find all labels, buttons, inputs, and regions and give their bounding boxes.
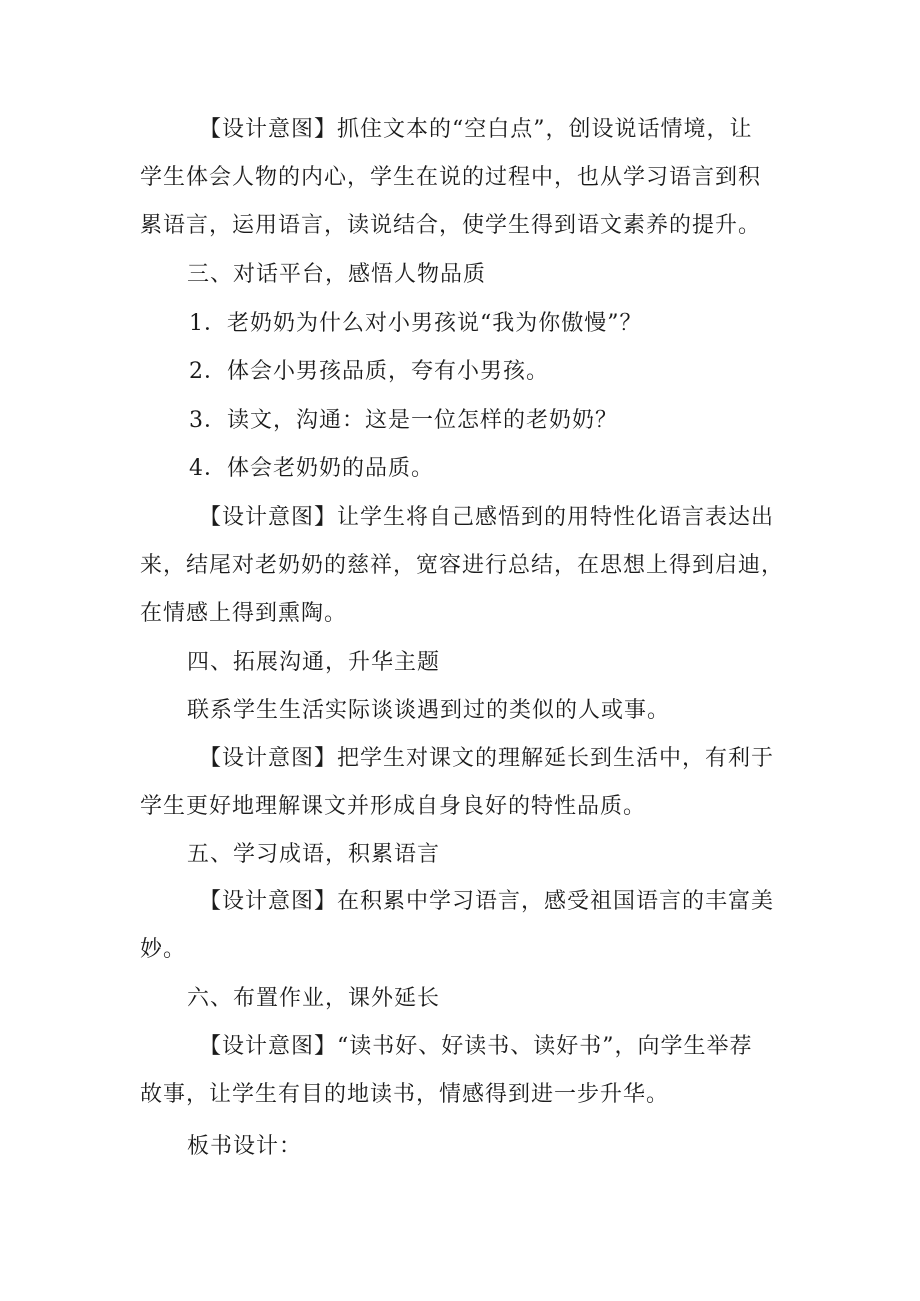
design-intent-paragraph-3-line-2: 学生更好地理解课文并形成自身良好的特性品质。 [140, 794, 647, 819]
design-intent-paragraph-1-line-1: 【设计意图】抓住文本的“空白点”，创设说话情境，让 [199, 117, 753, 142]
design-intent-paragraph-1-line-3: 累语言，运用语言，读说结合，使学生得到语文素养的提升。 [140, 213, 762, 238]
list-item-2: 2．体会小男孩品质，夸有小男孩。 [189, 359, 549, 384]
design-intent-paragraph-5-line-1: 【设计意图】“读书好、好读书、读好书”，向学生举荐 [199, 1034, 753, 1059]
design-intent-paragraph-2-line-2: 来，结尾对老奶奶的慈祥，宽容进行总结，在思想上得到启迪， [140, 553, 785, 578]
design-intent-paragraph-5-line-2: 故事，让学生有目的地读书，情感得到进一步升华。 [140, 1082, 670, 1107]
list-item-1: 1．老奶奶为什么对小男孩说“我为你傲慢”？ [189, 311, 643, 336]
design-intent-paragraph-2-line-1: 【设计意图】让学生将自己感悟到的用特性化语言表达出 [199, 505, 775, 530]
design-intent-paragraph-4-line-2: 妙。 [140, 937, 187, 962]
list-item-4: 4．体会老奶奶的品质。 [189, 456, 434, 481]
section-heading-4: 四、拓展沟通，升华主题 [187, 650, 441, 675]
section-heading-3: 三、对话平台，感悟人物品质 [187, 262, 487, 287]
design-intent-paragraph-3-line-1: 【设计意图】把学生对课文的理解延长到生活中，有利于 [199, 746, 775, 771]
section-heading-6: 六、布置作业，课外延长 [187, 986, 441, 1011]
design-intent-paragraph-2-line-3: 在情感上得到熏陶。 [140, 601, 348, 626]
blackboard-design-heading: 板书设计： [187, 1134, 303, 1159]
design-intent-paragraph-1-line-2: 学生体会人物的内心，学生在说的过程中，也从学习语言到积 [140, 165, 762, 190]
design-intent-paragraph-4-line-1: 【设计意图】在积累中学习语言，感受祖国语言的丰富美 [199, 889, 775, 914]
section-heading-5: 五、学习成语，积累语言 [187, 842, 441, 867]
list-item-3: 3．读文，沟通：这是一位怎样的老奶奶？ [189, 408, 618, 433]
section-4-body: 联系学生生活实际谈谈遇到过的类似的人或事。 [187, 698, 671, 723]
